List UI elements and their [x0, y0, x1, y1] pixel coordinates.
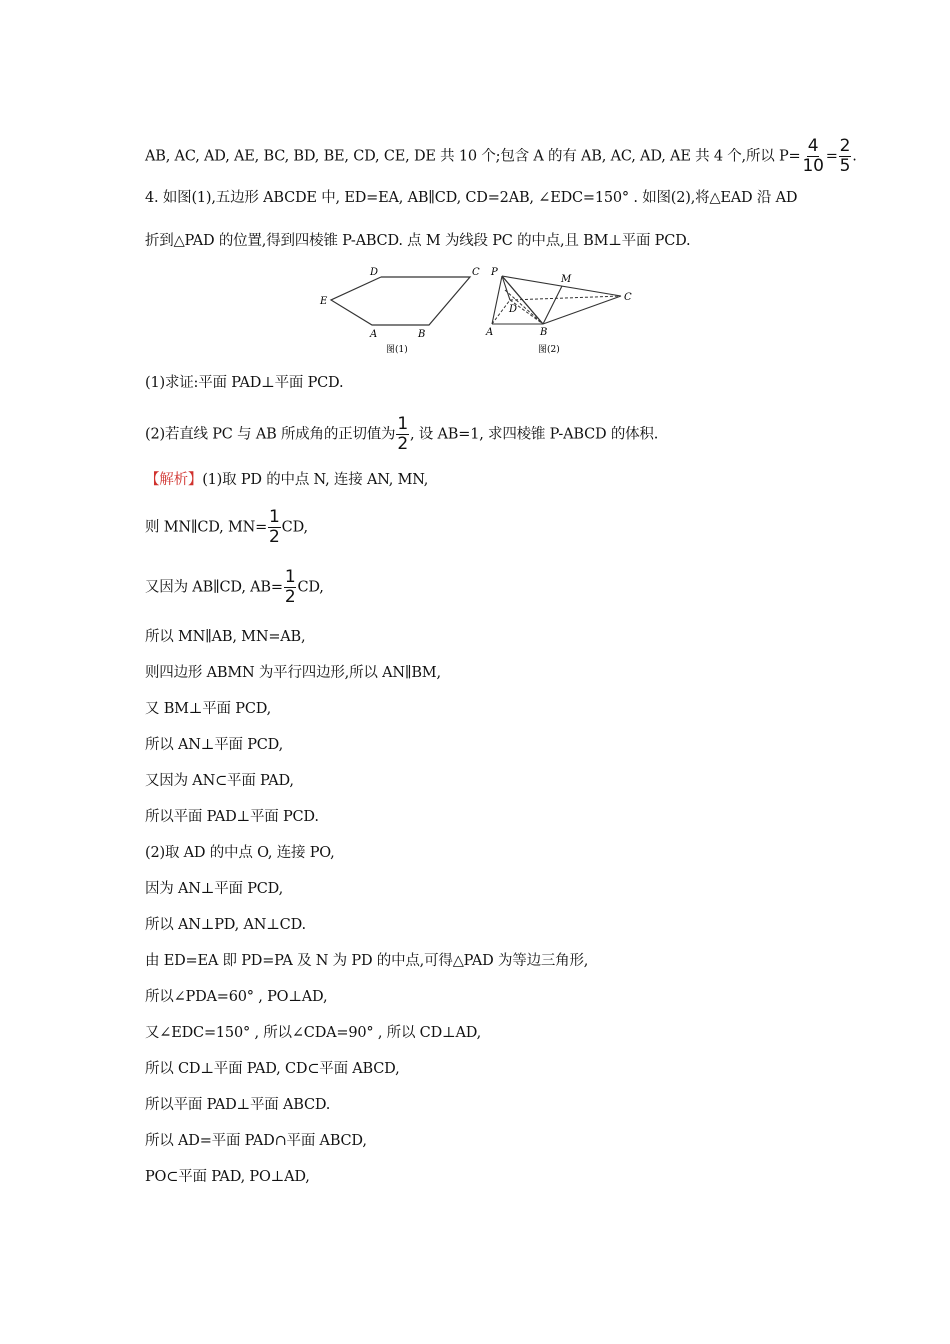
- solution-tag: 【解析】: [145, 472, 203, 488]
- label-D: D: [370, 267, 379, 278]
- denominator: 2: [284, 587, 296, 607]
- line-text: (2)若直线 PC 与 AB 所成角的正切值为: [145, 426, 396, 443]
- solution-line: 所以 MN∥AB, MN=AB,: [145, 629, 306, 645]
- solution-line: 所以 AN⊥PD, AN⊥CD.: [145, 917, 306, 933]
- solution-line: 所以 AD=平面 PAD∩平面 ABCD,: [145, 1133, 367, 1149]
- figure-1-pentagon: [331, 277, 470, 325]
- solution-line: 所以 AN⊥平面 PCD,: [145, 737, 283, 753]
- fraction-4-10: [801, 137, 824, 176]
- solution-line: 所以∠PDA=60° , PO⊥AD,: [145, 989, 328, 1005]
- solution-header: [145, 470, 428, 490]
- label-B: B: [418, 329, 426, 340]
- solution-line-ab: [145, 568, 324, 607]
- problem-4-line-1: 4. 如图(1),五边形 ABCDE 中, ED=EA, AB∥CD, CD=2AB, ∠EDC=150° . 如图(2),将△EAD 沿 AD: [145, 190, 798, 206]
- solution-line: 又 BM⊥平面 PCD,: [145, 701, 272, 717]
- solution-line: 又∠EDC=150° , 所以∠CDA=90° , 所以 CD⊥AD,: [145, 1025, 482, 1041]
- line-text: 则 MN∥CD, MN=: [145, 519, 268, 536]
- fraction-1-2: [396, 415, 409, 454]
- solution-line: 所以 CD⊥平面 PAD, CD⊂平面 ABCD,: [145, 1061, 400, 1077]
- line-text: CD,: [281, 519, 308, 536]
- text-line-1: [145, 137, 857, 176]
- figure-2-caption: 图(2): [538, 345, 560, 355]
- denominator: 5: [839, 156, 851, 176]
- denominator: 2: [269, 527, 280, 547]
- solution-line: 则四边形 ABMN 为平行四边形,所以 AN∥BM,: [145, 665, 441, 681]
- numerator: 1: [269, 507, 280, 527]
- numerator: 2: [839, 136, 851, 156]
- fraction-2-5: [839, 137, 852, 176]
- line-text: 又因为 AB∥CD, AB=: [145, 579, 283, 596]
- line-text: AB, AC, AD, AE, BC, BD, BE, CD, CE, DE 共 10 个;包含 A 的有 AB, AC, AD, AE 共 4 个,所以 P=: [145, 148, 801, 165]
- solution-line: 所以平面 PAD⊥平面 ABCD.: [145, 1097, 331, 1113]
- solution-line-mn: [145, 508, 308, 547]
- solution-line: 由 ED=EA 即 PD=PA 及 N 为 PD 的中点,可得△PAD 为等边三角形,: [145, 953, 589, 969]
- figure-1-caption: 图(1): [386, 345, 408, 355]
- denominator: 2: [397, 434, 408, 454]
- solution-line: PO⊂平面 PAD, PO⊥AD,: [145, 1169, 310, 1185]
- label-C: C: [472, 267, 480, 278]
- fraction-1-2: [268, 508, 281, 547]
- denominator: 10: [802, 156, 824, 176]
- period: .: [852, 148, 857, 165]
- equals-sign: =: [825, 148, 838, 165]
- label-E: E: [320, 296, 328, 307]
- solution-line: 因为 AN⊥平面 PCD,: [145, 881, 283, 897]
- fraction-1-2: [284, 568, 297, 607]
- numerator: 4: [807, 136, 819, 156]
- label-P: P: [491, 267, 498, 278]
- figures: [0, 262, 950, 362]
- label-A: A: [370, 329, 378, 340]
- question-2: [145, 415, 658, 454]
- label-M: M: [561, 274, 572, 285]
- solution-line: 所以平面 PAD⊥平面 PCD.: [145, 809, 319, 825]
- label-C2: C: [624, 292, 632, 303]
- line-text: CD,: [297, 579, 324, 596]
- label-B2: B: [540, 327, 548, 338]
- numerator: 1: [397, 414, 408, 434]
- question-1: (1)求证:平面 PAD⊥平面 PCD.: [145, 375, 344, 391]
- line-text: (1)取 PD 的中点 N, 连接 AN, MN,: [202, 472, 429, 488]
- line-text: , 设 AB=1, 求四棱锥 P-ABCD 的体积.: [409, 426, 659, 443]
- problem-4-line-2: 折到△PAD 的位置,得到四棱锥 P-ABCD. 点 M 为线段 PC 的中点,且 BM⊥平面 PCD.: [145, 233, 691, 249]
- solution-line: (2)取 AD 的中点 O, 连接 PO,: [145, 845, 335, 861]
- label-D2: D: [509, 304, 518, 315]
- solution-line: 又因为 AN⊂平面 PAD,: [145, 773, 294, 789]
- numerator: 1: [284, 567, 296, 587]
- label-A2: A: [486, 327, 494, 338]
